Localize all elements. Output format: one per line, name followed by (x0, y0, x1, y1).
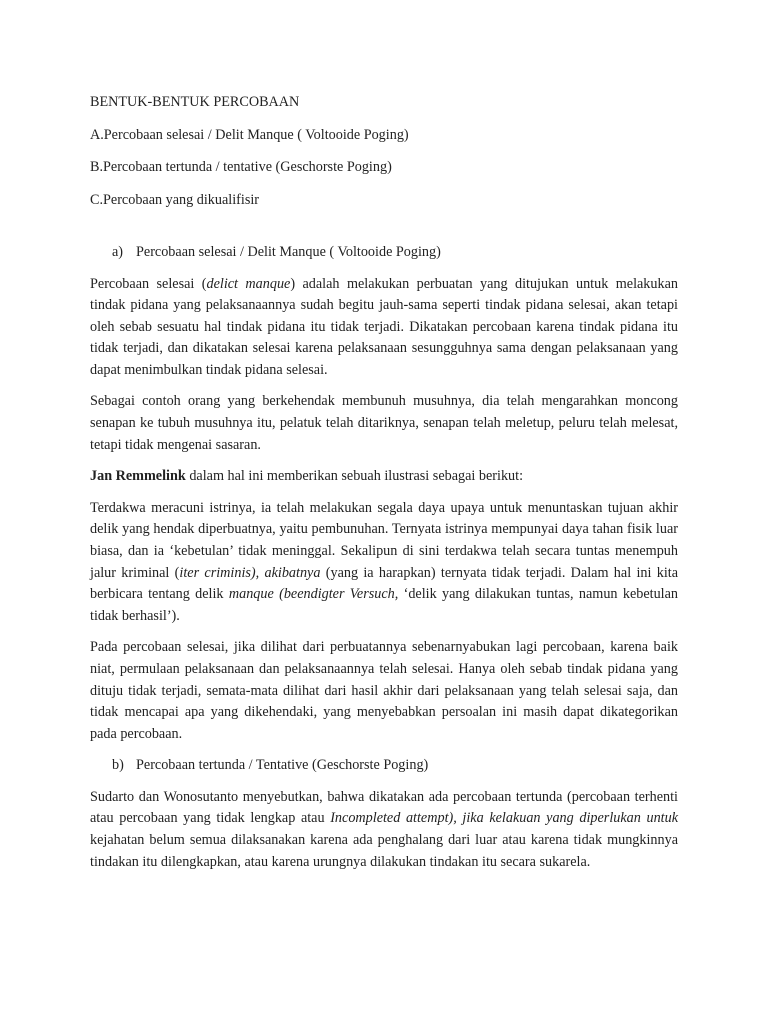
text-run: Percobaan selesai ( (90, 275, 207, 292)
section-b-marker: b) (112, 757, 124, 774)
document-title: BENTUK-BENTUK PERCOBAAN (90, 94, 300, 110)
italic-term: iter criminis), akibatnya (179, 564, 321, 581)
outline-item-b: B.Percobaan tertunda / tentative (Geschorste Poging) (90, 159, 392, 175)
text-run: ) adalah melakukan perbuatan yang ditujukan untuk melakukan tindak pidana yang pelaksanaannya sudah begitu jauh-sama seperti tindak pidana selesai, akan tetapi oleh sebab sesuatu hal tindak pidana itu tidak terjadi. Dikatakan percobaan karena tindak pidana itu tidak terjadi, dan dikatakan selesai karena pelaksanaan sesungguhnya sama dengan pelaksanaan yang dapat menimbulkan tindak pidana selesai. (90, 275, 678, 378)
text-run: dalam hal ini memberikan sebuah ilustrasi sebagai berikut: (185, 468, 524, 485)
outline-item-c: C.Percobaan yang dikualifisir (90, 191, 260, 208)
text-run: kejahatan belum semua dilaksanakan karena ada penghalang dari luar atau karena tidak mungkinnya tindakan itu dilengkapkan, atau karena urungnya dilakukan tindakan itu secara sukarela. (90, 832, 678, 870)
section-b-title: Percobaan tertunda / Tentative (Geschorste Poging) (136, 757, 429, 774)
italic-term: Incompleted attempt), jika kelakuan yang diperlukan untuk (330, 810, 678, 827)
outline-item-a: A.Percobaan selesai / Delit Manque ( Voltooide Poging) (90, 126, 409, 143)
section-a-marker: a) (112, 244, 124, 260)
section-a-heading (90, 242, 678, 264)
section-a-title: Percobaan selesai / Delit Manque ( Voltooide Poging) (136, 244, 441, 260)
section-a-paragraph-4 (90, 498, 678, 628)
document-page (90, 92, 678, 883)
section-a-paragraph-5: Pada percobaan selesai, jika dilihat dari perbuatannya sebenarnyabukan lagi percobaan, karena baik niat, permulaan pelaksanaan dan pelaksanaannya telah selesai. Hanya oleh sebab tindak pidana yang dituju tidak terjadi, semata-mata dilihat dari hasil akhir dari pelaksanaan yang telah selesai saja, dan tidak mencapai apa yang dikehendaki, yang menyebabkan persoalan ini masih dapat dikategorikan pada percobaan. (90, 639, 678, 742)
text-run: ‘delik yang dilakukan tuntas, namun kebetulan tidak berhasil’). (90, 586, 678, 624)
text-run: Sudarto dan Wonosutanto menyebutkan, bahwa dikatakan ada percobaan tertunda (percobaan terhenti atau percobaan yang tidak lengkap atau (90, 788, 678, 827)
section-b-heading (90, 755, 678, 777)
section-b-paragraph-1 (90, 787, 678, 873)
author-name: Jan Remmelink (90, 468, 186, 485)
italic-term: manque (beendigter Versuch, (228, 586, 404, 603)
text-run: (yang ia harapkan) ternyata tidak terjadi. Dalam hal ini kita berbicara tentang delik (90, 564, 678, 603)
section-a-paragraph-2: Sebagai contoh orang yang berkehendak membunuh musuhnya, dia telah mengarahkan moncong senapan ke tubuh musuhnya itu, pelatuk telah ditariknya, senapan telah meletup, peluru telah melesat, tetapi tidak mengenai sasaran. (90, 393, 678, 453)
section-a-paragraph-3 (90, 466, 678, 488)
text-run: Terdakwa meracuni istrinya, ia telah melakukan segala daya upaya untuk menuntaskan tujuan akhir delik yang hendak diperbuatnya, yaitu pembunuhan. Ternyata istrinya mempunyai daya tahan fisik luar biasa, dan ia ‘kebetulan’ tidak meninggal. Sekalipun di sini terdakwa telah secara tuntas menempuh jalur kriminal ( (90, 499, 678, 581)
section-a-paragraph-1 (90, 274, 678, 382)
italic-term: delict manque (206, 275, 291, 292)
